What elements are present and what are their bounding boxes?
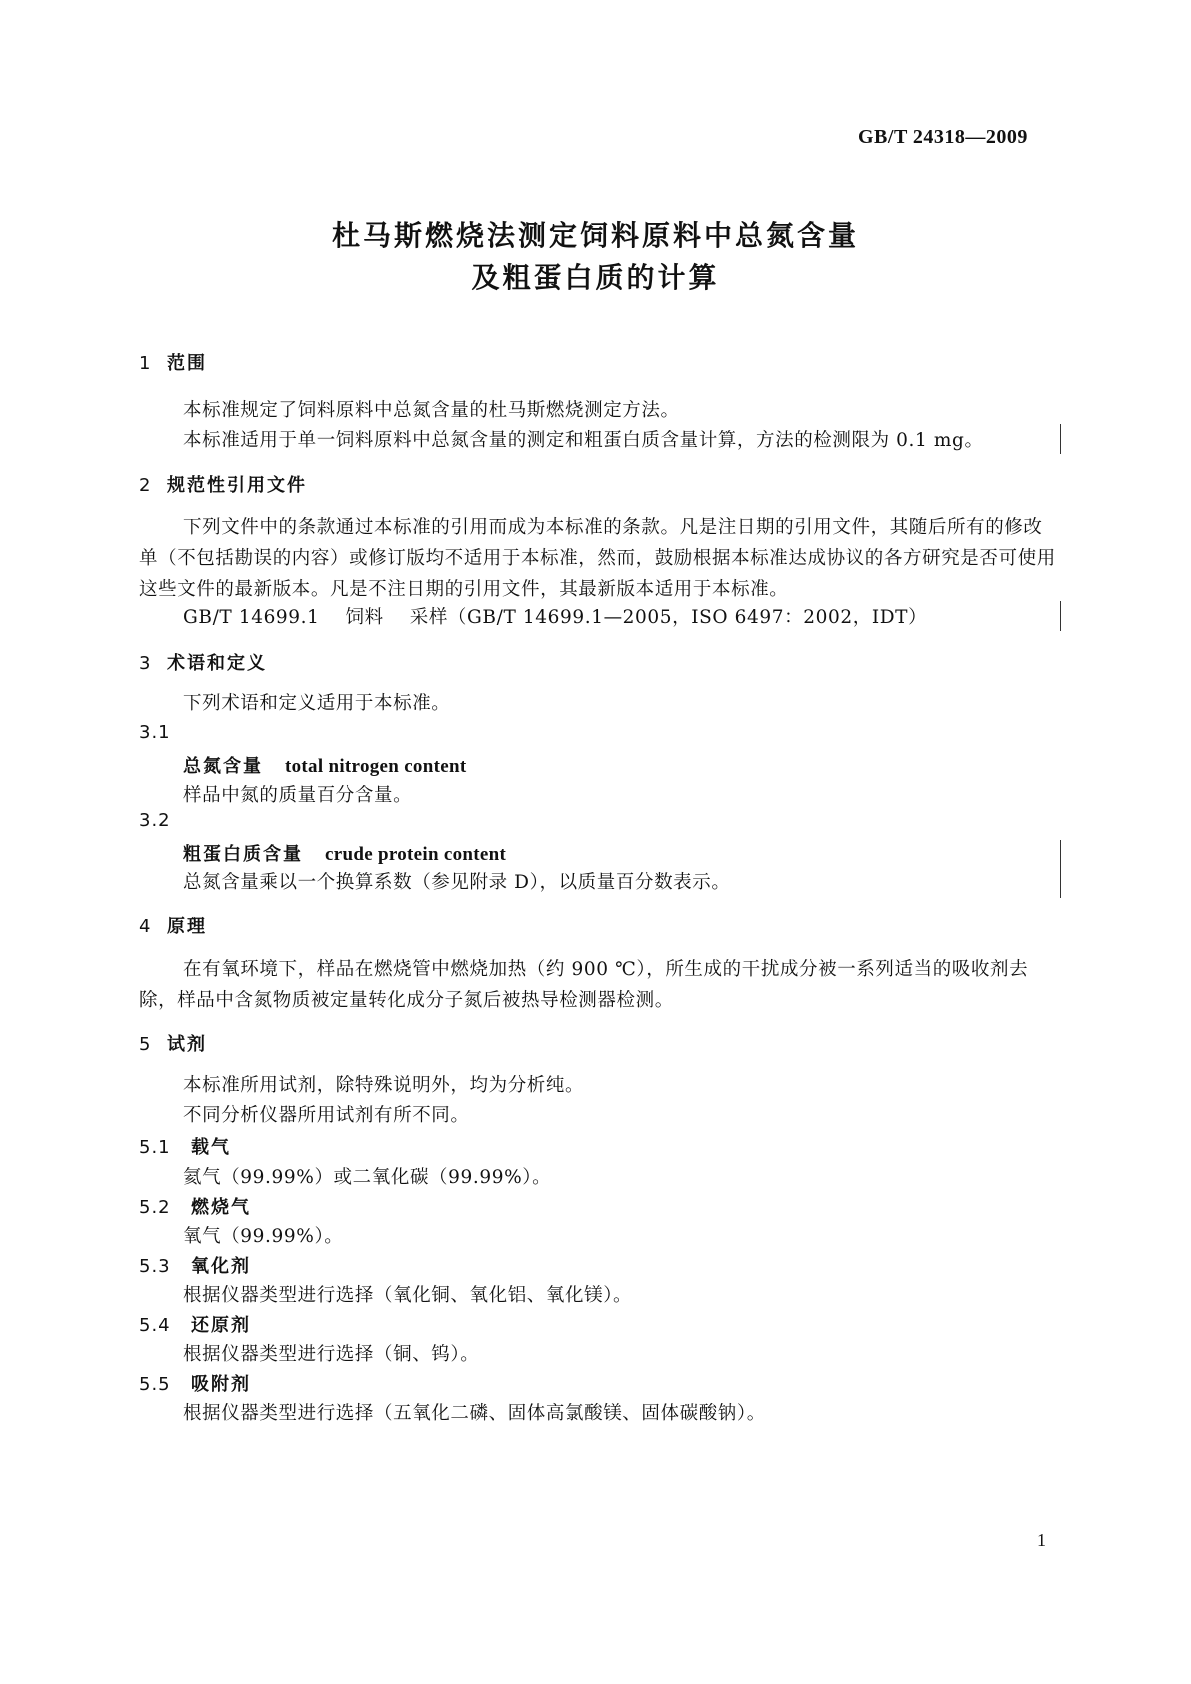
clause-number: 3.1 — [139, 722, 171, 743]
term-english: total nitrogen content — [285, 756, 467, 777]
reagent-description: 氧气（99.99%）。 — [183, 1226, 344, 1247]
reagent-heading: 5.5 吸附剂 — [139, 1374, 251, 1395]
revision-bar — [1060, 424, 1061, 454]
section-title: 原理 — [167, 916, 207, 937]
reference-detail: 采样（GB/T 14699.1—2005，ISO 6497：2002，IDT） — [409, 607, 928, 628]
term-entry — [183, 752, 466, 778]
reagent-description: 根据仪器类型进行选择（五氧化二磷、固体高氯酸镁、固体碳酸钠）。 — [183, 1403, 766, 1424]
section-4-heading — [139, 912, 207, 938]
section-number: 1 — [139, 353, 151, 374]
document-title-line2: 及粗蛋白质的计算 — [471, 261, 720, 294]
section-5-heading — [139, 1030, 207, 1056]
paragraph: 本标准规定了饲料原料中总氮含量的杜马斯燃烧测定方法。 — [183, 400, 680, 421]
reagent-description: 根据仪器类型进行选择（铜、钨）。 — [183, 1344, 480, 1365]
reagent-heading: 5.4 还原剂 — [139, 1315, 251, 1336]
section-number: 5 — [139, 1034, 151, 1055]
section-title: 术语和定义 — [167, 653, 267, 674]
revision-bar — [1060, 601, 1061, 631]
term-definition: 总氮含量乘以一个换算系数（参见附录 D），以质量百分数表示。 — [183, 872, 731, 893]
paragraph: 不同分析仪器所用试剂有所不同。 — [183, 1105, 470, 1126]
reagent-description: 氦气（99.99%）或二氧化碳（99.99%）。 — [183, 1167, 552, 1188]
section-title: 试剂 — [167, 1034, 207, 1055]
normative-reference — [183, 603, 927, 629]
paragraph: 下列文件中的条款通过本标准的引用而成为本标准的条款。凡是注日期的引用文件，其随后所有的修改单（不包括勘误的内容）或修订版均不适用于本标准，然而，鼓励根据本标准达成协议的各方研究是否可使用这些文件的最新版本。凡是不注日期的引用文件，其最新版本适用于本标准。 — [139, 517, 1056, 600]
section-1-heading — [139, 349, 207, 375]
document-title-line1: 杜马斯燃烧法测定饲料原料中总氮含量 — [331, 219, 859, 252]
section-3-heading — [139, 649, 267, 675]
page-number: 1 — [1037, 1530, 1046, 1550]
reagent-description: 根据仪器类型进行选择（氧化铜、氧化铝、氧化镁）。 — [183, 1285, 633, 1306]
reagent-heading: 5.3 氧化剂 — [139, 1256, 251, 1277]
reference-code: GB/T 14699.1 — [183, 607, 320, 628]
reagent-heading: 5.1 载气 — [139, 1137, 231, 1158]
reference-name: 饲料 — [345, 607, 384, 628]
section-number: 3 — [139, 653, 151, 674]
paragraph: 下列术语和定义适用于本标准。 — [183, 693, 451, 714]
term-chinese: 粗蛋白质含量 — [183, 844, 303, 865]
section-number: 4 — [139, 916, 151, 937]
paragraph: 本标准适用于单一饲料原料中总氮含量的测定和粗蛋白质含量计算，方法的检测限为 0.1 mg。 — [183, 430, 984, 451]
standard-number: GB/T 24318—2009 — [858, 126, 1028, 148]
section-2-heading — [139, 471, 307, 497]
revision-bar — [1060, 840, 1061, 898]
section-title: 规范性引用文件 — [167, 475, 307, 496]
term-chinese: 总氮含量 — [183, 756, 263, 777]
section-title: 范围 — [167, 353, 207, 374]
term-english: crude protein content — [325, 844, 507, 865]
section-number: 2 — [139, 475, 151, 496]
paragraph: 在有氧环境下，样品在燃烧管中燃烧加热（约 900 ℃），所生成的干扰成分被一系列适当的吸收剂去除，样品中含氮物质被定量转化成分子氮后被热导检测器检测。 — [139, 959, 1029, 1011]
paragraph: 本标准所用试剂，除特殊说明外，均为分析纯。 — [183, 1075, 585, 1096]
reagent-heading: 5.2 燃烧气 — [139, 1197, 251, 1218]
term-definition: 样品中氮的质量百分含量。 — [183, 785, 413, 806]
term-entry — [183, 840, 506, 866]
clause-number: 3.2 — [139, 810, 171, 831]
